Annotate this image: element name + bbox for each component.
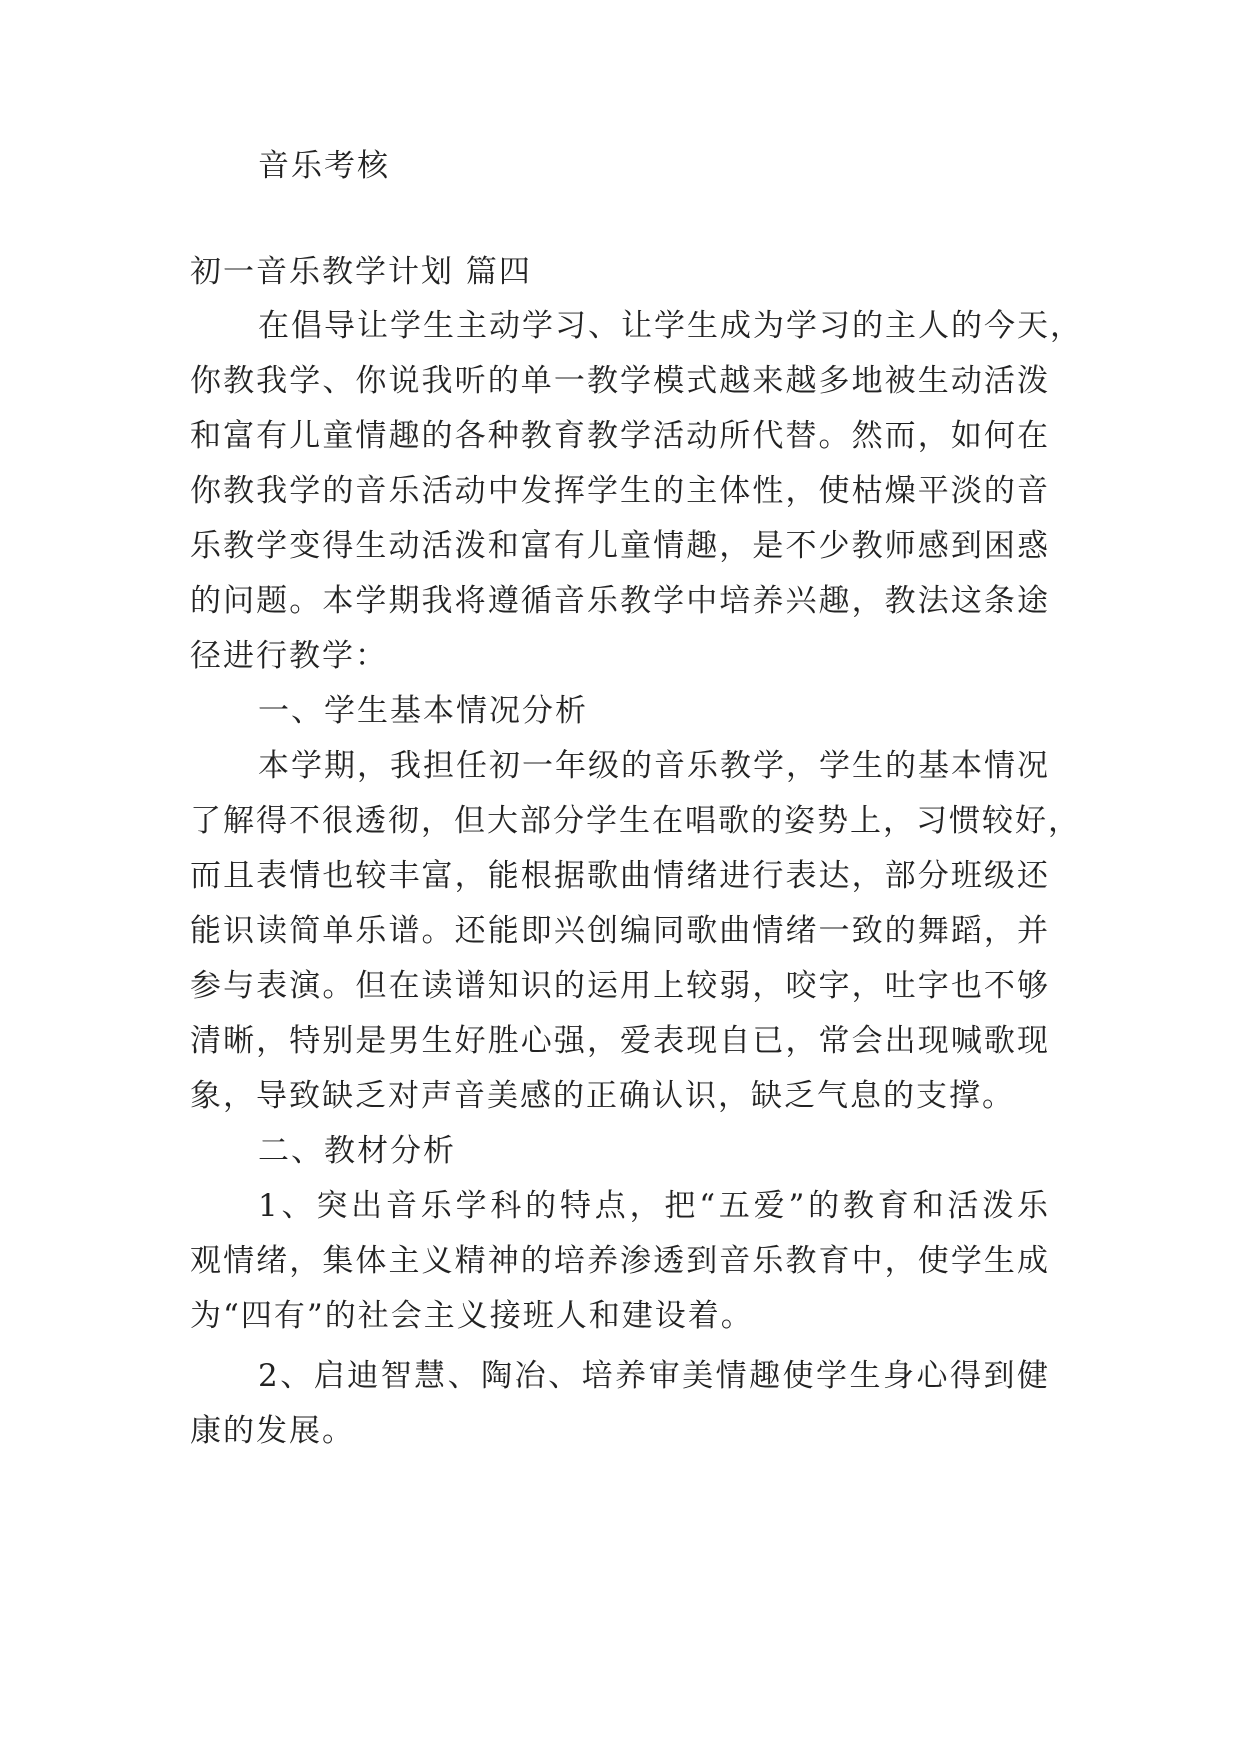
intro-line: 乐教学变得生动活泼和富有儿童情趣，是不少教师感到困惑 xyxy=(190,528,1050,564)
para-line: 清晰，特别是男生好胜心强，爱表现自已，常会出现喊歌现 xyxy=(190,1023,1050,1059)
para-line: 参与表演。但在读谱知识的运用上较弱，咬字，吐字也不够 xyxy=(190,968,1050,1004)
heading-material-analysis: 二、教材分析 xyxy=(258,1133,456,1169)
intro-line: 你教我学的音乐活动中发挥学生的主体性，使枯燥平淡的音 xyxy=(190,473,1050,509)
intro-line: 和富有儿童情趣的各种教育教学活动所代替。然而，如何在 xyxy=(190,418,1050,454)
item-line: 1、突出音乐学科的特点，把“五爱”的教育和活泼乐 xyxy=(258,1188,1050,1224)
intro-line: 你教我学、你说我听的单一教学模式越来越多地被生动活泼 xyxy=(190,363,1050,399)
para-line: 象，导致缺乏对声音美感的正确认识，缺乏气息的支撑。 xyxy=(190,1078,1015,1114)
para-line: 能识读简单乐谱。还能即兴创编同歌曲情绪一致的舞蹈，并 xyxy=(190,913,1050,949)
para-line: 了解得不很透彻，但大部分学生在唱歌的姿势上，习惯较好， xyxy=(190,803,1081,839)
pre-heading: 音乐考核 xyxy=(258,148,390,184)
section-title: 初一音乐教学计划 篇四 xyxy=(190,254,532,290)
intro-line: 径进行教学： xyxy=(190,638,388,674)
item-line: 康的发展。 xyxy=(190,1413,355,1449)
item-line: 2、启迪智慧、陶冶、培养审美情趣使学生身心得到健 xyxy=(258,1358,1050,1394)
item-line: 为“四有”的社会主义接班人和建设着。 xyxy=(190,1298,754,1334)
para-line: 而且表情也较丰富，能根据歌曲情绪进行表达，部分班级还 xyxy=(190,858,1050,894)
intro-line: 在倡导让学生主动学习、让学生成为学习的主人的今天， xyxy=(258,308,1083,344)
item-line: 观情绪，集体主义精神的培养渗透到音乐教育中，使学生成 xyxy=(190,1243,1050,1279)
heading-student-analysis: 一、学生基本情况分析 xyxy=(258,693,588,729)
intro-line: 的问题。本学期我将遵循音乐教学中培养兴趣，教法这条途 xyxy=(190,583,1050,619)
para-line: 本学期，我担任初一年级的音乐教学，学生的基本情况 xyxy=(258,748,1050,784)
